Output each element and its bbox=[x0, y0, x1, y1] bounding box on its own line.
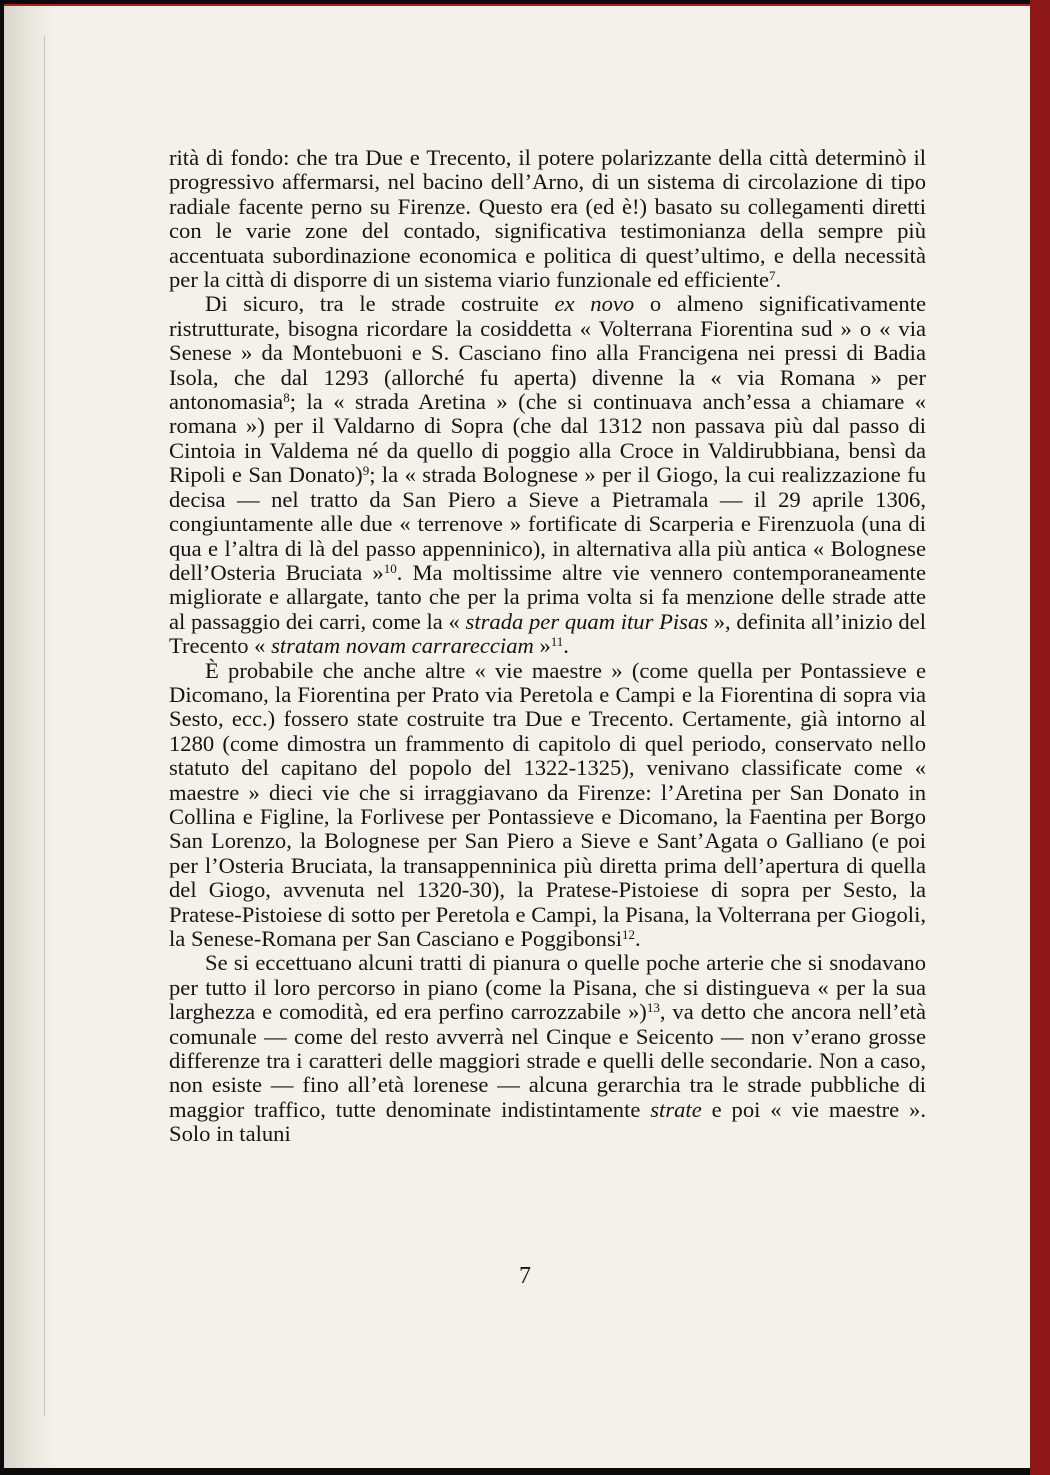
italic-phrase: ex novo bbox=[554, 291, 635, 317]
paragraph bbox=[169, 951, 926, 1146]
footnote-marker: 9 bbox=[362, 463, 370, 479]
paragraph bbox=[169, 146, 926, 292]
page-binding-shadow bbox=[4, 6, 56, 1468]
footnote-marker: 8 bbox=[283, 390, 290, 406]
footnote-marker: 10 bbox=[383, 560, 397, 576]
text-run: . bbox=[635, 926, 641, 951]
footnote-marker: 13 bbox=[646, 1000, 660, 1016]
footnote-marker: 12 bbox=[622, 927, 636, 942]
text-run: ; la « strada Bolognese » per il Giogo, la cui realizzazione fu decisa — nel tratto da San Piero a Sieve a Pietramala — il 29 aprile 1306, congiuntamente alle due « terrenove » fortificate di Scarperia e Firenzuola (una di qua e l’altra di là del passo appenninico), in alternativa alla più antica « Bolognese dell’Osteria Bruciata » bbox=[169, 462, 926, 585]
italic-phrase: strada per quam itur Pisas bbox=[465, 608, 709, 634]
text-run: Se si eccettuano alcuni tratti di pianura o quelle poche arterie che si snodavano per tutto il loro percorso in piano (come la Pisana, che si distingueva « per la sua larghezza e comodità, ed era perfino carrozzabile ») bbox=[169, 950, 926, 1025]
text-run: Di sicuro, tra le strade costruite bbox=[205, 291, 555, 317]
paragraph bbox=[169, 659, 926, 952]
text-run: » bbox=[533, 633, 551, 659]
paragraph bbox=[169, 292, 926, 658]
text-run: . bbox=[563, 633, 569, 659]
text-run: , va detto che ancora nell’età comunale — come del resto avverrà nel Cinque e Seicento — non v’erano grosse differenze tra i caratteri delle maggiori strade e quelli delle secondarie. Non a caso, non esiste — fino all’età lorenese — alcuna gerarchia tra le strade pubbliche di maggior traffico, tutte denominate indistintamente bbox=[169, 999, 926, 1122]
footnote-marker: 11 bbox=[550, 634, 564, 650]
text-run: e poi « vie maestre ». Solo in taluni bbox=[169, 1096, 926, 1147]
book-page bbox=[4, 4, 1030, 1468]
italic-phrase: stratam novam carrarecciam bbox=[271, 633, 534, 659]
text-run: . bbox=[775, 267, 782, 293]
text-run: ; la « strada Aretina » (che si continuava anch’essa a chiamare « romana ») per il Valdarno di Sopra (che dal 1312 non passava più dal passo di Cintoia in Valdema né da quello di poggio alla Croce in Valdirubbiana, bensì da Ripoli e San Donato) bbox=[169, 389, 926, 488]
italic-phrase: strate bbox=[650, 1096, 702, 1122]
text-run: o almeno significativamente ristrutturate, bisogna ricordare la cosiddetta « Volterrana Fiorentina sud » o « via Senese » da Montebuoni e S. Casciano fino alla Francigena nei pressi di Badia Isola, che dal 1293 (allorché fu aperta) divenne la « via Romana » per antonomasia bbox=[169, 291, 926, 415]
text-run: È probabile che anche altre « vie maestre » (come quella per Pontassieve e Dicomano, la Fiorentina per Prato via Peretola e Campi e la Fiorentina di sopra via Sesto, ecc.) fossero state costruite tra Due e Trecento. Certamente, già intorno al 1280 (come dimostra un frammento di capitolo di quel periodo, conservato nello statuto del capitano del popolo del 1322-1325), venivano classificate come « maestre » dieci vie che si irraggiavano da Firenze: l’Aretina per San Donato in Collina e Figline, la Forlivese per Pontassieve e Dicomano, la Faentina per Borgo San Lorenzo, la Bolognese per San Piero a Sieve e Sant’Agata o Galliano (e poi per l’Osteria Bruciata, la transappenninica più diretta prima dell’apertura di quella del Giogo, avvenuta nel 1320-30), la Pratese-Pistoiese di sopra per Sesto, la Pratese-Pistoiese di sotto per Peretola e Campi, la Pisana, la Volterrana per Giogoli, la Senese-Romana per San Casciano e Poggibonsi bbox=[169, 657, 926, 951]
text-run: », definita all’inizio del Trecento « bbox=[169, 608, 926, 659]
body-text bbox=[169, 146, 926, 1147]
text-run: rità di fondo: che tra Due e Trecento, il potere polarizzante della città determinò il progressivo affermarsi, nel bacino dell’Arno, di un sistema di circolazione di tipo radiale facente perno su Firenze. Questo era (ed è!) basato su collegamenti diretti con le varie zone del contado, significativa testimonianza della sempre più accentuata subordinazione economica e politica di quest’ultimo, e della necessità per la città di disporre di un sistema viario funzionale ed efficiente bbox=[169, 145, 926, 293]
book-cover-edge bbox=[1030, 0, 1050, 1475]
binding-crease bbox=[44, 36, 45, 1416]
footnote-marker: 7 bbox=[768, 268, 776, 284]
text-run: . Ma moltissime altre vie vennero contemporaneamente migliorate e allargate, tanto che per la prima volta si fa menzione delle strade atte al passaggio dei carri, come la « bbox=[169, 559, 926, 634]
page-number: 7 bbox=[519, 1263, 531, 1289]
